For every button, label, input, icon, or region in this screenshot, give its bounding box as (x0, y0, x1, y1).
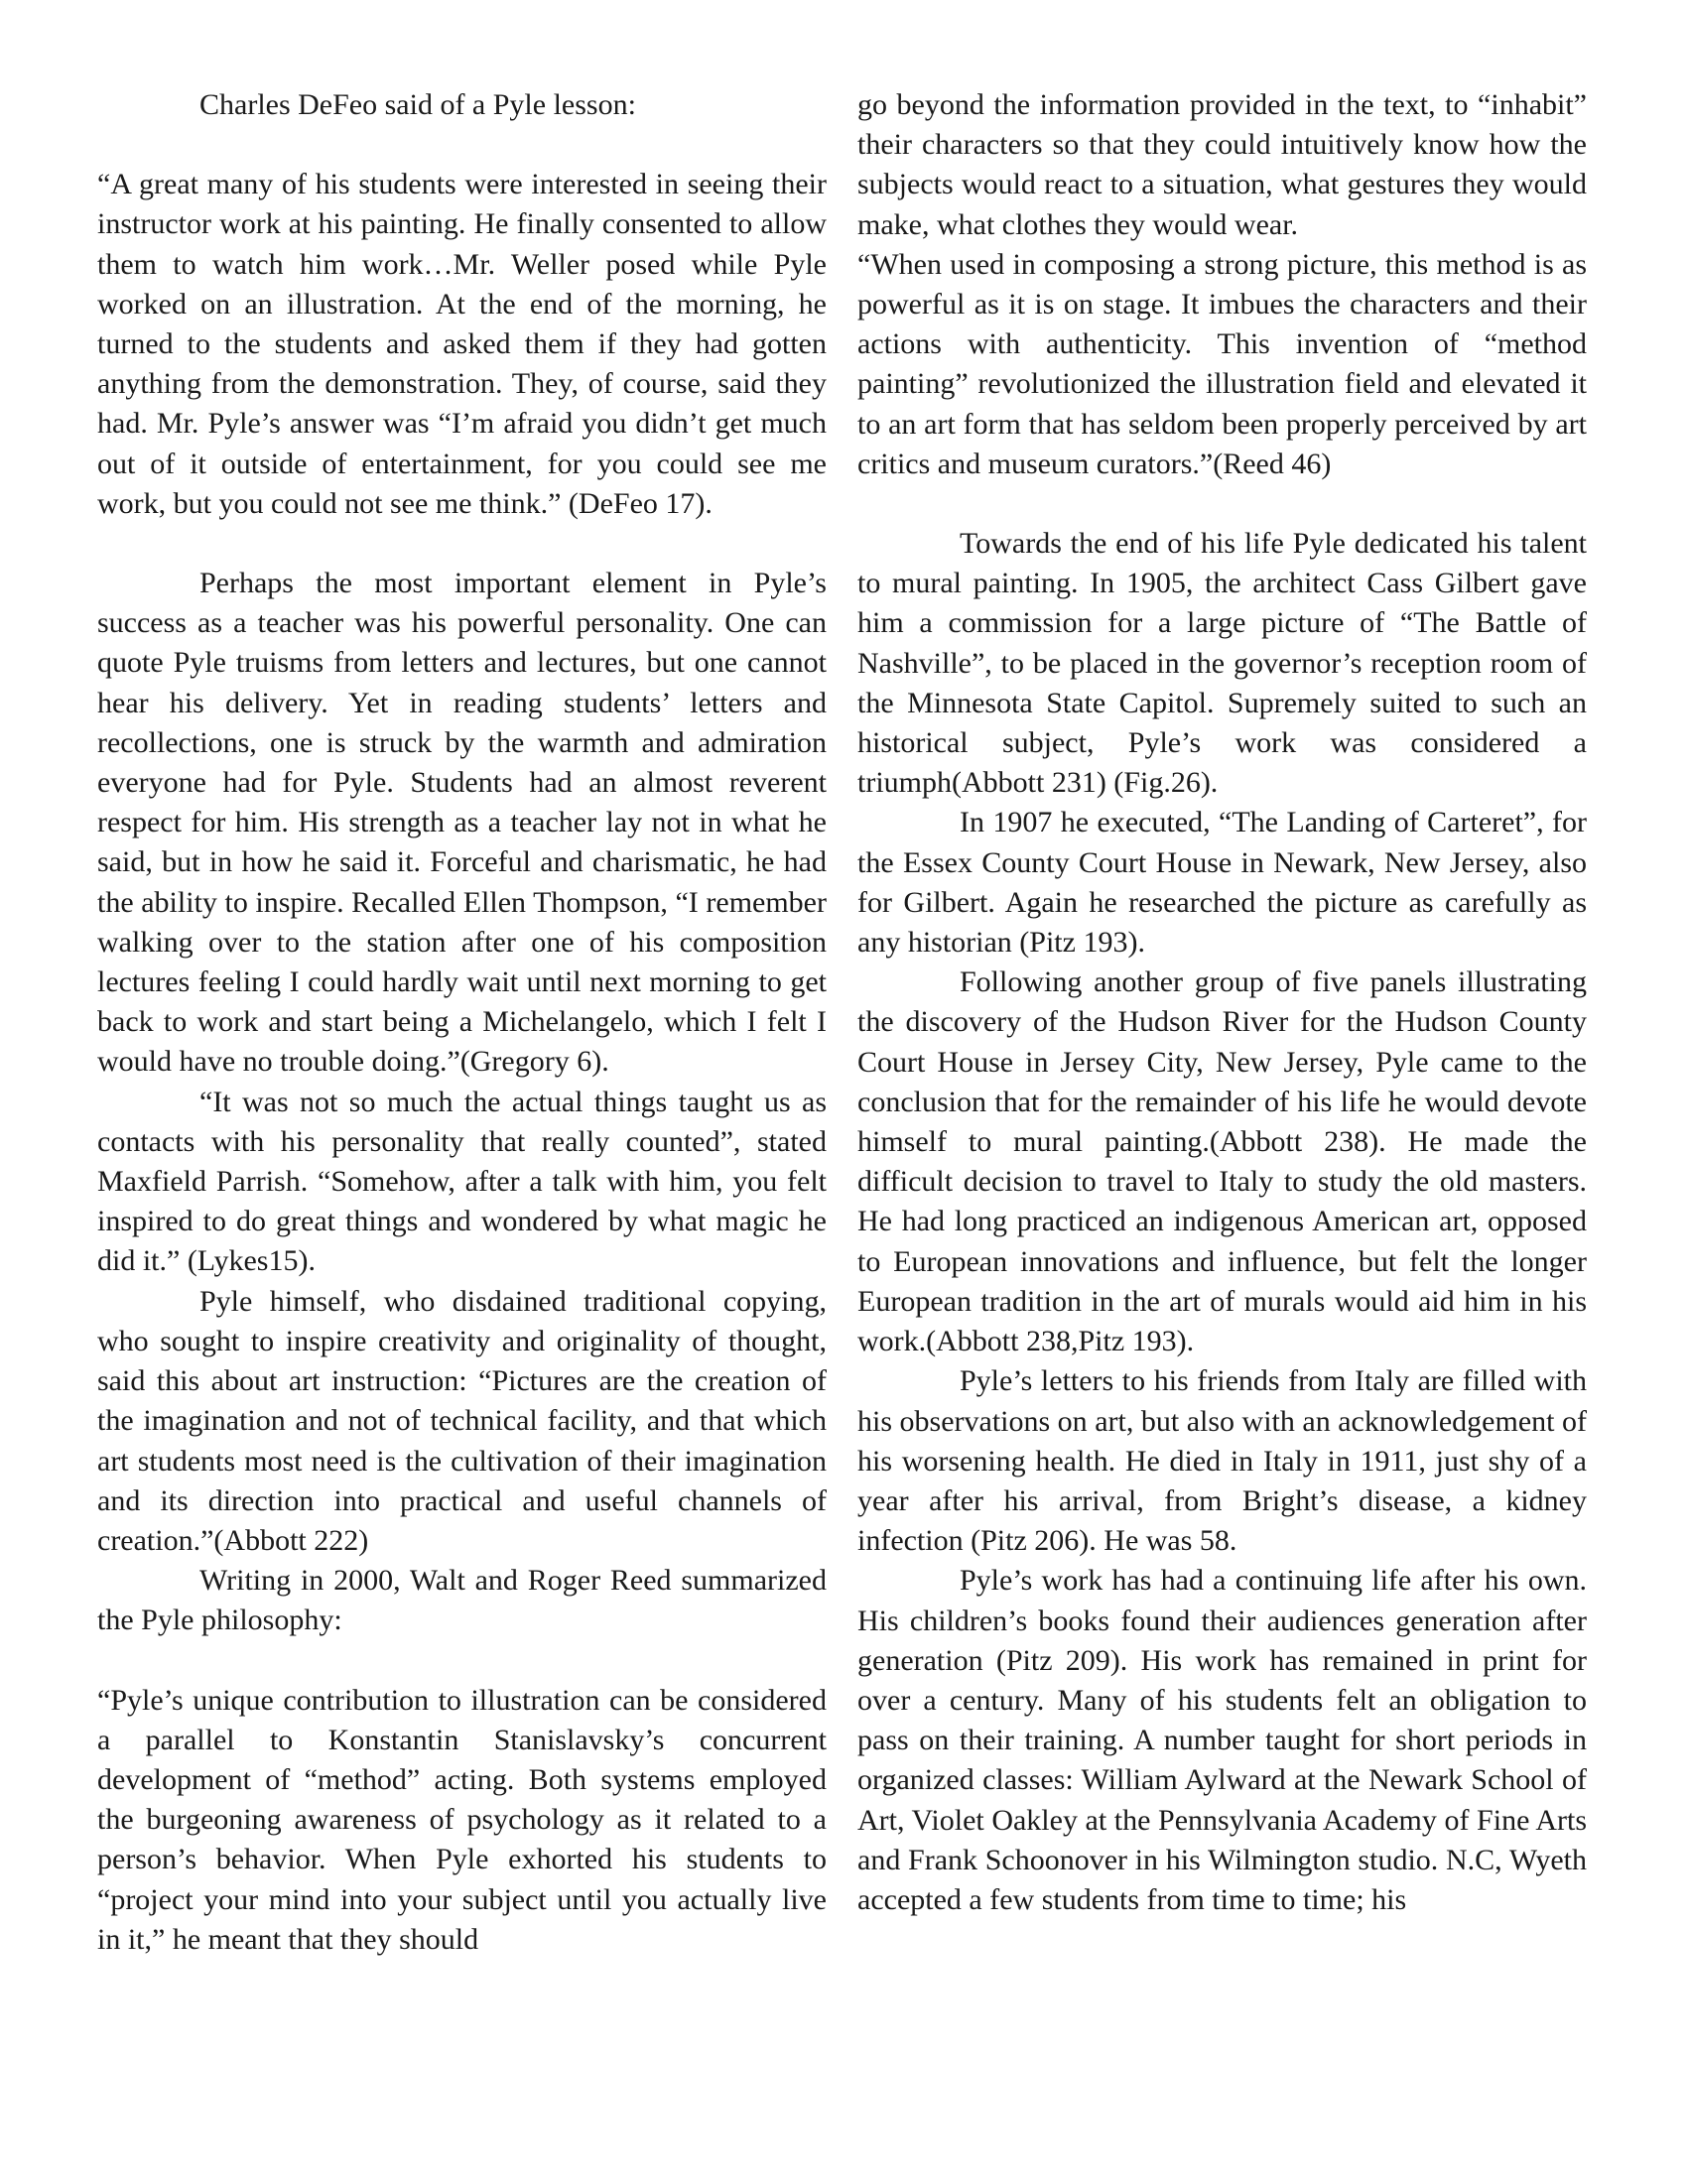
paragraph: Following another group of five panels illustrating the discovery of the Hudson River for the Hudson County Court House in Jersey City, New Jersey, Pyle came to the conclusion that for the remainder of his life he would devote himself to mural painting.(Abbott 238). He made the difficult decision to travel to Italy to study the old masters. He had long practiced an indigenous American art, opposed to European innovations and influence, but felt the longer European tradition in the art of murals would aid him in his work.(Abbott 238,Pitz 193). (857, 965, 1587, 1358)
paragraph: Towards the end of his life Pyle dedicated his talent to mural painting. In 1905, the architect Cass Gilbert gave him a commission for a large picture of “The Battle of Nashville”, to be placed in the governor’s reception room of the Minnesota State Capitol. Supremely suited to such an historical subject, Pyle’s work was considered a triumph(Abbott 231) (Fig.26). (857, 527, 1587, 800)
paragraph-gap (857, 484, 1587, 524)
paragraph: Charles DeFeo said of a Pyle lesson: (199, 88, 636, 121)
right-column (857, 85, 1587, 1920)
left-column (97, 85, 827, 1960)
paragraph-gap (97, 125, 827, 165)
paragraph: Pyle’s work has had a continuing life after his own. His children’s books found their audiences generation after generation (Pitz 209). His work has remained in print for over a century. Many of his students felt an obligation to pass on their training. A number taught for short periods in organized classes: William Aylward at the Newark School of Art, Violet Oakley at the Pennsylvania Academy of Fine Arts and Frank Schoonover in his Wilmington studio. N.C, Wyeth accepted a few students from time to time; his (857, 1564, 1587, 1916)
paragraph: Perhaps the most important element in Pyle’s success as a teacher was his powerful personality. One can quote Pyle truisms from letters and lectures, but one cannot hear his delivery. Yet in reading students’ letters and recollections, one is struck by the warmth and admiration everyone had for Pyle. Students had an almost reverent respect for him. His strength as a teacher lay not in what he said, but in how he said it. Forceful and charismatic, he had the ability to inspire. Recalled Ellen Thompson, “I remember walking over to the station after one of his composition lectures feeling I could hardly wait until next morning to get back to work and start being a Michelangelo, which I felt I would have no trouble doing.”(Gregory 6). (97, 567, 827, 1079)
paragraph: go beyond the information provided in the text, to “inhabit” their characters so that they could intuitively know how the subjects would react to a situation, what gestures they would make, what clothes they would wear. (857, 88, 1587, 241)
block-quote: “Pyle’s unique contribution to illustration can be considered a parallel to Konstantin Stanislavsky’s concurrent development of “method” acting. Both systems employed the burgeoning awareness of psychology as it related to a person’s behavior. When Pyle exhorted his students to “project your mind into your subject until you actually live in it,” he meant that they should (97, 1683, 827, 1956)
block-quote: “When used in composing a strong picture, this method is as powerful as it is on stage. It imbues the characters and their actions with authenticity. This invention of “method painting” revolutionized the illustration field and elevated it to an art form that has seldom been properly perceived by art critics and museum curators.”(Reed 46) (857, 247, 1587, 480)
paragraph-gap (97, 1641, 827, 1681)
paragraph: “It was not so much the actual things taught us as contacts with his personality that really counted”, stated Maxfield Parrish. “Somehow, after a talk with him, you felt inspired to do great things and wondered by what magic he did it.” (Lykes15). (97, 1085, 827, 1278)
paragraph: In 1907 he executed, “The Landing of Carteret”, for the Essex County Court House in Newark, New Jersey, also for Gilbert. Again he researched the picture as carefully as any historian (Pitz 193). (857, 806, 1587, 960)
paragraph: Pyle himself, who disdained traditional copying, who sought to inspire creativity and originality of thought, said this about art instruction: “Pictures are the creation of the imagination and not of technical facility, and that which art students most need is the cultivation of their imagination and its direction into practical and useful channels of creation.”(Abbott 222) (97, 1284, 827, 1557)
paragraph-gap (97, 524, 827, 564)
paragraph: Pyle’s letters to his friends from Italy are filled with his observations on art, but also with an acknowledgement of his worsening health. He died in Italy in 1911, just shy of a year after his arrival, from Bright’s disease, a kidney infection (Pitz 206). He was 58. (857, 1364, 1587, 1558)
block-quote: “A great many of his students were interested in seeing their instructor work at his painting. He finally consented to allow them to watch him work…Mr. Weller posed while Pyle worked on an illustration. At the end of the morning, he turned to the students and asked them if they had gotten anything from the demonstration. They, of course, said they had. Mr. Pyle’s answer was “I’m afraid you didn’t get much out of it outside of entertainment, for you could see me work, but you could not see me think.” (DeFeo 17). (97, 168, 827, 520)
paragraph: Writing in 2000, Walt and Roger Reed summarized the Pyle philosophy: (97, 1564, 827, 1637)
